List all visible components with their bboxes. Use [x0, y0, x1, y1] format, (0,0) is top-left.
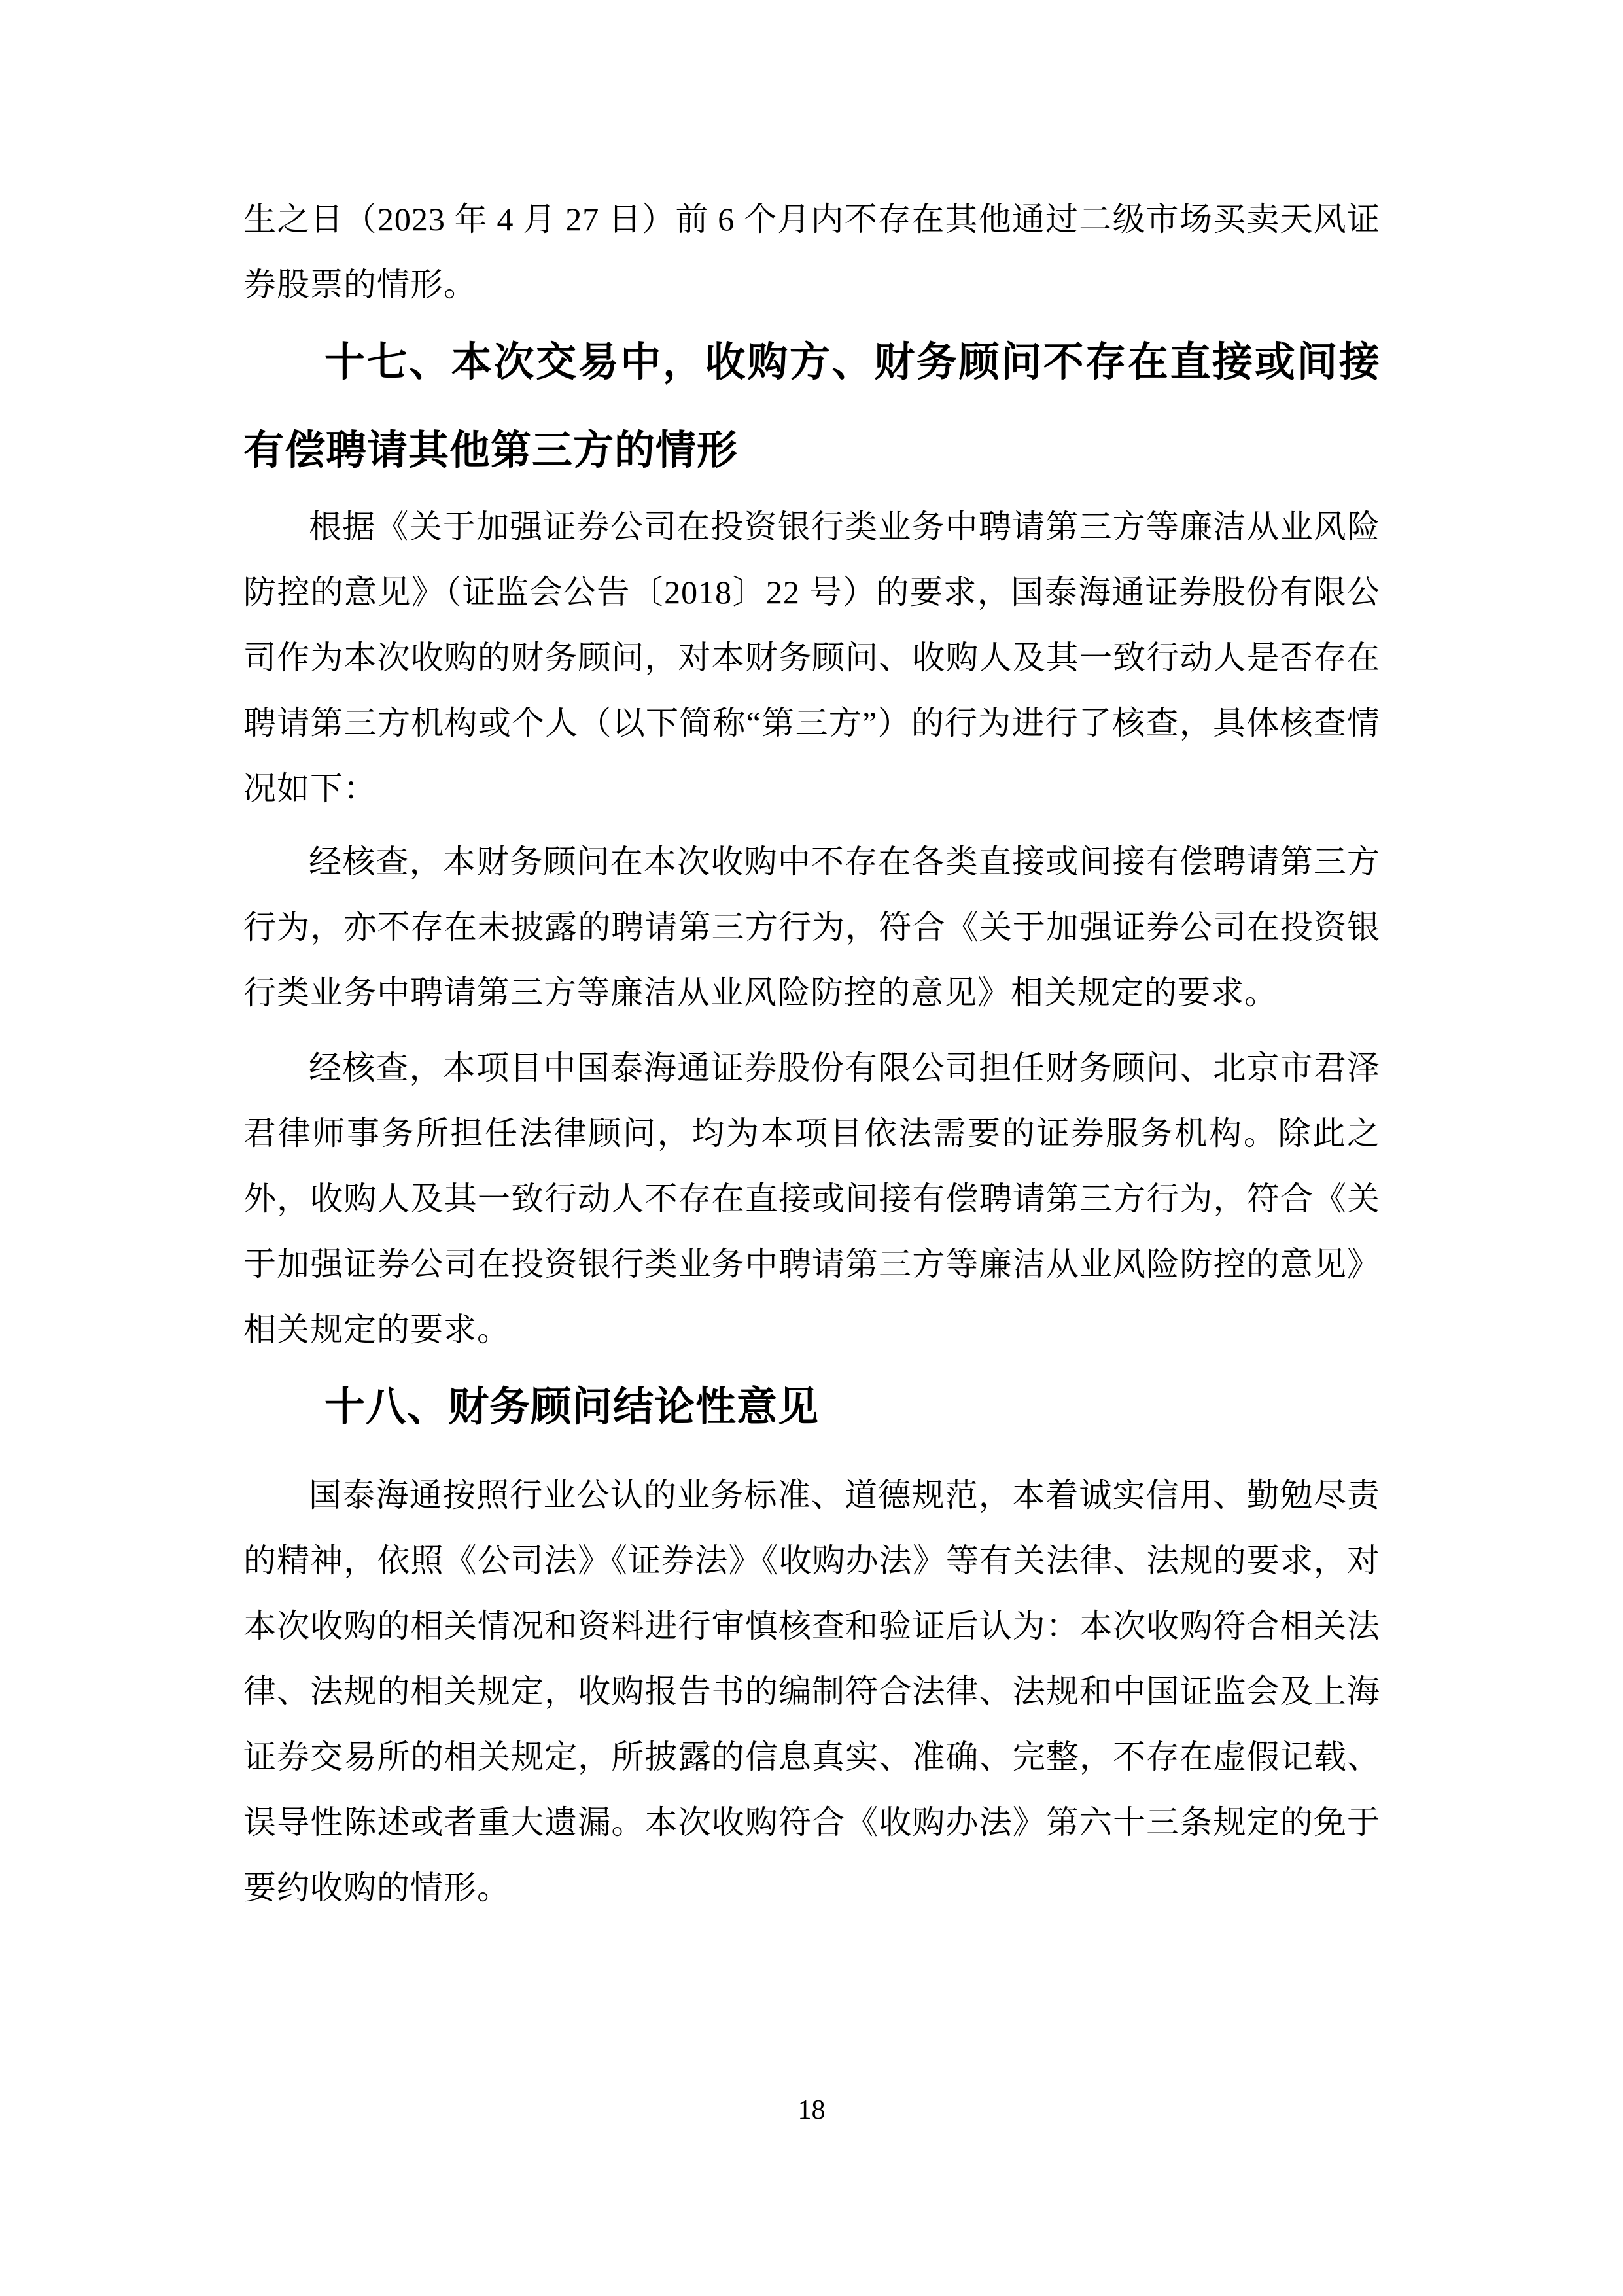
- section-18-paragraph-1: 国泰海通按照行业公认的业务标准、道德规范，本着诚实信用、勤勉尽责的精神，依照《公司法》《证券法》《收购办法》等有关法律、法规的要求，对本次收购的相关情况和资料进行审慎核查和验证后认为：本次收购符合相关法律、法规的相关规定，收购报告书的编制符合法律、法规和中国证监会及上海证券交易所的相关规定，所披露的信息真实、准确、完整，不存在虚假记载、误导性陈述或者重大遗漏。本次收购符合《收购办法》第六十三条规定的免于要约收购的情形。: [243, 1477, 1380, 1906]
- page-number: 18: [797, 2095, 826, 2125]
- page-content: [243, 186, 1380, 1920]
- continuation-paragraph: 生之日（2023 年 4 月 27 日）前 6 个月内不存在其他通过二级市场买卖天风证券股票的情形。: [243, 201, 1380, 303]
- section-18-heading: 十八、财务顾问结论性意见: [324, 1383, 820, 1430]
- section-17-paragraph-3: 经核查，本项目中国泰海通证券股份有限公司担任财务顾问、北京市君泽君律师事务所担任法律顾问，均为本项目依法需要的证券服务机构。除此之外，收购人及其一致行动人不存在直接或间接有偿聘请第三方行为，符合《关于加强证券公司在投资银行类业务中聘请第三方等廉洁从业风险防控的意见》相关规定的要求。: [243, 1050, 1380, 1348]
- section-17-paragraph-2: 经核查，本财务顾问在本次收购中不存在各类直接或间接有偿聘请第三方行为，亦不存在未披露的聘请第三方行为，符合《关于加强证券公司在投资银行类业务中聘请第三方等廉洁从业风险防控的意见》相关规定的要求。: [243, 843, 1380, 1011]
- section-17-heading: 十七、本次交易中，收购方、财务顾问不存在直接或间接有偿聘请其他第三方的情形: [243, 338, 1380, 474]
- section-17-paragraph-1: 根据《关于加强证券公司在投资银行类业务中聘请第三方等廉洁从业风险防控的意见》（证监会公告〔2018〕22 号）的要求，国泰海通证券股份有限公司作为本次收购的财务顾问，对本财务顾问、收购人及其一致行动人是否存在聘请第三方机构或个人（以下简称“第三方”）的行为进行了核查，具体核查情况如下：: [243, 508, 1380, 807]
